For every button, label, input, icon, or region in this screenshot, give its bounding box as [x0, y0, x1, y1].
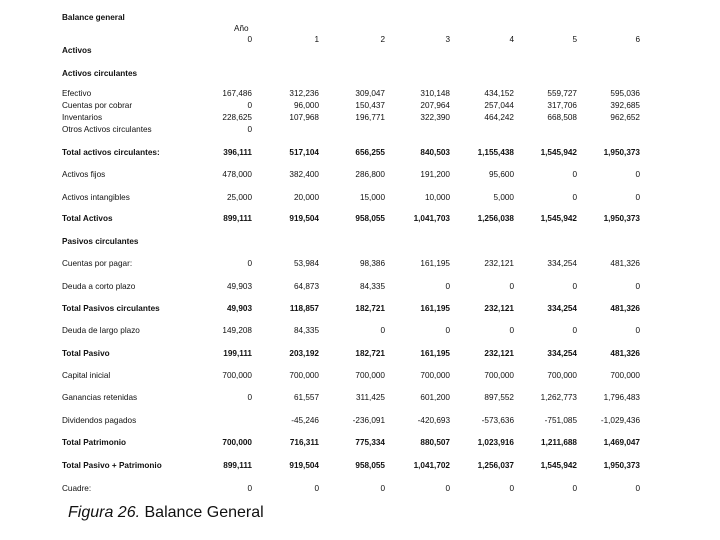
table-cell: 700,000 [289, 371, 319, 380]
year-3: 3 [445, 35, 450, 44]
table-cell: 840,503 [420, 148, 450, 157]
table-cell: 0 [635, 193, 640, 202]
table-cell: 53,984 [293, 259, 319, 268]
row-label: Capital inicial [62, 371, 111, 380]
table-cell: 0 [247, 393, 252, 402]
table-cell: 0 [635, 282, 640, 291]
table-cell: 311,425 [356, 393, 385, 402]
table-cell: -420,693 [417, 416, 450, 425]
table-cell: 334,254 [547, 304, 577, 313]
table-cell: 161,195 [420, 304, 450, 313]
row-label: Ganancias retenidas [62, 393, 138, 402]
table-cell: 199,111 [223, 349, 252, 358]
table-cell: 232,121 [484, 349, 514, 358]
table-cell: 595,036 [610, 89, 640, 98]
caption-prefix: Figura 26. [68, 504, 141, 521]
section-activos: Activos [62, 46, 92, 55]
table-cell: 0 [572, 170, 577, 179]
row-label: Total Activos [62, 214, 113, 223]
row-label: Inventarios [62, 113, 103, 122]
year-label: Año [234, 24, 249, 33]
table-cell: -45,246 [291, 416, 319, 425]
table-cell: 559,727 [547, 89, 577, 98]
table-cell: 1,950,373 [603, 461, 640, 470]
table-cell: 49,903 [226, 282, 252, 291]
table-cell: 716,311 [289, 438, 319, 447]
table-cell: 309,047 [355, 89, 385, 98]
table-cell: 958,055 [355, 461, 385, 470]
table-cell: 919,504 [289, 214, 319, 223]
table-cell: 700,000 [222, 438, 252, 447]
table-cell: 0 [445, 326, 450, 335]
table-cell: 0 [247, 101, 252, 110]
table-cell: 0 [509, 282, 514, 291]
table-cell: 5,000 [493, 193, 514, 202]
table-cell: 775,334 [355, 438, 385, 447]
table-cell: 203,192 [289, 349, 319, 358]
table-cell: 98,386 [359, 259, 385, 268]
table-cell: 1,211,688 [541, 438, 577, 447]
table-cell: 668,508 [547, 113, 577, 122]
table-cell: 1,545,942 [540, 148, 577, 157]
table-cell: 962,652 [610, 113, 640, 122]
table-cell: 334,254 [547, 349, 577, 358]
table-cell: 0 [380, 326, 385, 335]
row-label: Cuadre: [62, 484, 92, 493]
row-label: Cuentas por cobrar [62, 101, 133, 110]
table-cell: 899,111 [223, 214, 252, 223]
table-cell: 392,685 [610, 101, 640, 110]
table-cell: 1,041,703 [413, 214, 450, 223]
table-cell: 1,796,483 [603, 393, 640, 402]
table-cell: 161,195 [420, 259, 450, 268]
row-label: Activos intangibles [62, 193, 130, 202]
table-cell: 1,256,038 [477, 214, 514, 223]
table-cell: 10,000 [424, 193, 450, 202]
table-cell: 700,000 [610, 371, 640, 380]
table-cell: 481,326 [610, 259, 640, 268]
table-cell: 161,195 [420, 349, 450, 358]
table-cell: 700,000 [355, 371, 385, 380]
table-cell: 0 [314, 484, 319, 493]
table-cell: 478,000 [222, 170, 252, 179]
row-label: Total Pasivo + Patrimonio [62, 461, 162, 470]
table-cell: 0 [380, 484, 385, 493]
table-cell: 334,254 [547, 259, 577, 268]
table-cell: 656,255 [355, 148, 385, 157]
table-cell: 0 [572, 193, 577, 202]
table-cell: 464,242 [484, 113, 514, 122]
table-cell: 149,208 [222, 326, 252, 335]
table-cell: 95,600 [488, 170, 514, 179]
table-cell: 434,152 [484, 89, 514, 98]
table-cell: 167,486 [222, 89, 252, 98]
table-cell: 899,111 [223, 461, 252, 470]
row-label: Total Pasivos circulantes [62, 304, 160, 313]
row-label: Total Patrimonio [62, 438, 126, 447]
table-cell: 84,335 [359, 282, 385, 291]
table-cell: 322,390 [420, 113, 450, 122]
table-cell: 310,148 [420, 89, 450, 98]
table-cell: 1,545,942 [540, 214, 577, 223]
table-cell: 182,721 [355, 304, 385, 313]
table-cell: 0 [572, 282, 577, 291]
table-cell: 396,111 [223, 148, 252, 157]
table-cell: 919,504 [289, 461, 319, 470]
section-activos-circulantes: Activos circulantes [62, 69, 138, 78]
table-cell: 84,335 [293, 326, 319, 335]
table-cell: 312,236 [289, 89, 319, 98]
table-cell: 0 [572, 484, 577, 493]
row-label: Efectivo [62, 89, 92, 98]
year-0: 0 [247, 35, 252, 44]
row-label: Dividendos pagados [62, 416, 137, 425]
table-cell: -1,029,436 [600, 416, 640, 425]
table-cell: 317,706 [547, 101, 577, 110]
table-cell: 700,000 [547, 371, 577, 380]
table-cell: 286,800 [355, 170, 385, 179]
table-cell: 0 [247, 259, 252, 268]
table-cell: 64,873 [293, 282, 319, 291]
year-2: 2 [380, 35, 385, 44]
row-label: Pasivos circulantes [62, 237, 139, 246]
table-cell: 0 [509, 484, 514, 493]
table-cell: 232,121 [484, 304, 514, 313]
table-cell: 517,104 [289, 148, 319, 157]
row-label: Deuda a corto plazo [62, 282, 136, 291]
table-cell: 150,437 [355, 101, 385, 110]
table-cell: 20,000 [293, 193, 319, 202]
table-title: Balance general [62, 13, 125, 22]
table-cell: 1,545,942 [540, 461, 577, 470]
table-cell: 61,557 [293, 393, 319, 402]
table-cell: 958,055 [355, 214, 385, 223]
table-cell: 0 [509, 326, 514, 335]
table-cell: 1,023,916 [477, 438, 514, 447]
caption-text: Balance General [144, 504, 264, 521]
table-cell: -573,636 [481, 416, 514, 425]
table-cell: 700,000 [484, 371, 514, 380]
row-label: Total Pasivo [62, 349, 110, 358]
table-cell: 232,121 [484, 259, 514, 268]
year-5: 5 [572, 35, 577, 44]
table-cell: 0 [445, 282, 450, 291]
table-cell: 0 [635, 170, 640, 179]
row-label: Cuentas por pagar: [62, 259, 133, 268]
table-cell: 0 [635, 484, 640, 493]
table-cell: 1,155,438 [477, 148, 514, 157]
table-cell: 0 [572, 326, 577, 335]
table-cell: 182,721 [355, 349, 385, 358]
table-cell: 1,256,037 [477, 461, 514, 470]
table-cell: 700,000 [222, 371, 252, 380]
figure-caption [68, 504, 264, 522]
table-cell: 0 [445, 484, 450, 493]
table-cell: 0 [247, 484, 252, 493]
table-cell: 382,400 [289, 170, 319, 179]
table-cell: 191,200 [420, 170, 450, 179]
table-cell: 107,968 [289, 113, 319, 122]
table-cell: 0 [247, 125, 252, 134]
year-1: 1 [314, 35, 319, 44]
row-label: Activos fijos [62, 170, 106, 179]
table-cell: 880,507 [420, 438, 450, 447]
table-cell: 1,950,373 [603, 148, 640, 157]
table-cell: 1,041,702 [413, 461, 450, 470]
table-cell: 601,200 [420, 393, 450, 402]
table-cell: 481,326 [610, 349, 640, 358]
table-cell: 481,326 [610, 304, 640, 313]
table-cell: 1,262,773 [540, 393, 577, 402]
row-label: Deuda de largo plazo [62, 326, 140, 335]
table-cell: 207,964 [420, 101, 450, 110]
table-cell: 1,950,373 [603, 214, 640, 223]
table-cell: 1,469,047 [603, 438, 640, 447]
table-cell: 49,903 [226, 304, 252, 313]
table-cell: -236,091 [352, 416, 385, 425]
table-cell: 257,044 [484, 101, 514, 110]
row-label: Total activos circulantes: [62, 148, 160, 157]
year-4: 4 [509, 35, 514, 44]
table-cell: 118,857 [289, 304, 319, 313]
table-cell: 15,000 [359, 193, 385, 202]
table-cell: 228,625 [222, 113, 252, 122]
table-cell: 25,000 [226, 193, 252, 202]
row-label: Otros Activos circulantes [62, 125, 152, 134]
table-cell: 700,000 [420, 371, 450, 380]
table-cell: 897,552 [484, 393, 514, 402]
table-cell: 196,771 [355, 113, 385, 122]
table-cell: -751,085 [544, 416, 577, 425]
year-6: 6 [635, 35, 640, 44]
table-cell: 96,000 [293, 101, 319, 110]
table-cell: 0 [635, 326, 640, 335]
